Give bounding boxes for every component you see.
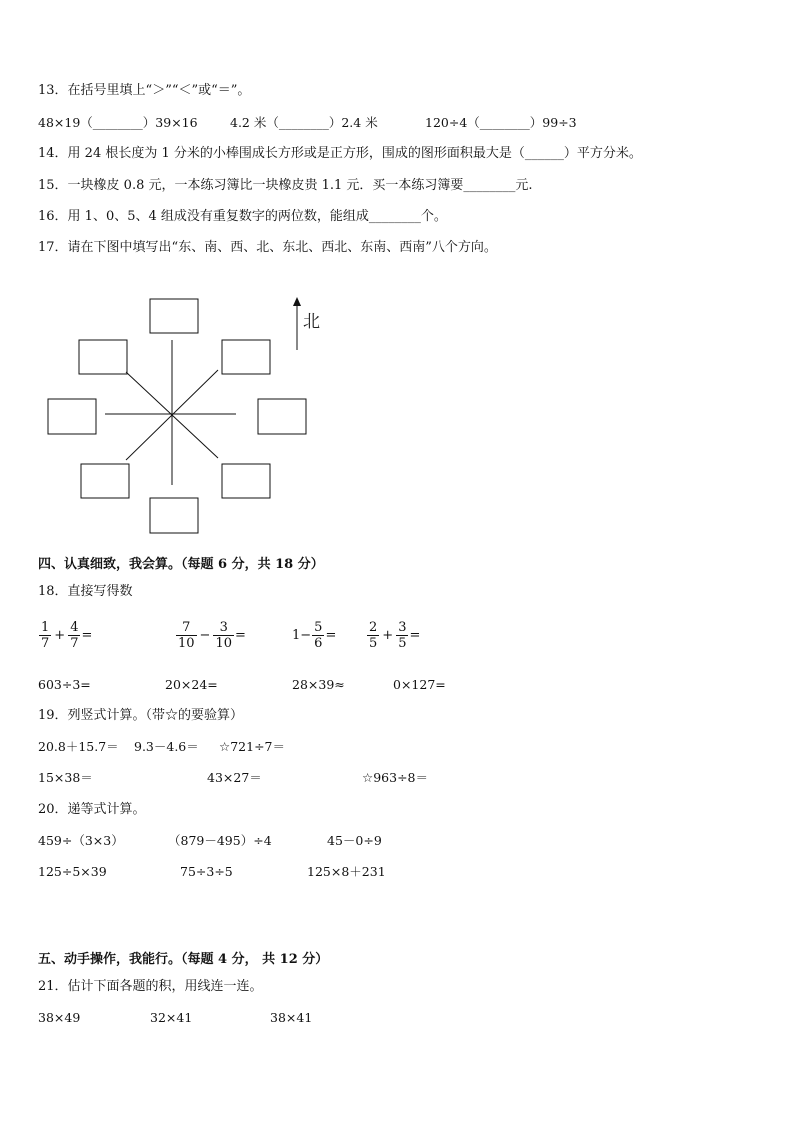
q20-title: 20．递等式计算。 — [38, 802, 146, 817]
q20-row1-item-3: 45－0÷9 — [327, 833, 382, 848]
box-top-right — [222, 340, 270, 374]
q18-row2-item-4: 0×127= — [393, 677, 446, 692]
q19-row2-item-3: ☆963÷8＝ — [362, 770, 428, 785]
spoke-ne-sw — [126, 370, 218, 460]
q20-row1-item-1: 459÷（3×3） — [38, 833, 124, 848]
box-right — [258, 399, 306, 434]
q19-row2-item-2: 43×27＝ — [207, 770, 262, 785]
q17-text: 17．请在下图中填写出“东、南、西、北、东北、西北、东南、西南”八个方向。 — [38, 240, 497, 255]
q19-row1-item-3: ☆721÷7＝ — [219, 739, 285, 754]
section5-title: 五、动手操作，我能行。（每题 4 分， 共 12 分） — [38, 952, 329, 967]
north-label: 北 — [303, 312, 320, 332]
q18-row2-item-2: 20×24= — [165, 677, 218, 692]
box-top-left — [79, 340, 127, 374]
q19-title: 19．列竖式计算。（带☆的要验算） — [38, 708, 244, 723]
q18-row2-item-1: 603÷3= — [38, 677, 91, 692]
q18-fraction-4: 2 5 + $\frac{3}{5}$ = — [369, 620, 421, 651]
box-left — [48, 399, 96, 434]
q21-item-2: 32×41 — [150, 1010, 193, 1025]
box-top — [150, 299, 198, 333]
q16-text: 16．用 1、0、5、4 组成没有重复数字的两位数，能组成________个。 — [38, 209, 447, 224]
q14-text: 14．用 24 根长度为 1 分米的小棒围成长方形或是正方形，围成的图形面积最大是（______）平方分米。 — [38, 146, 642, 161]
section4-title: 四、认真细致，我会算。（每题 6 分，共 18 分） — [38, 557, 324, 572]
q20-row1-item-2: （879－495）÷4 — [168, 833, 272, 848]
q18-fraction-2: 7 10 − $\frac{3}{10}$ = — [178, 620, 246, 651]
q20-row2-item-1: 125÷5×39 — [38, 864, 107, 879]
q15-text: 15．一块橡皮 0.8 元，一本练习簿比一块橡皮贵 1.1 元．买一本练习簿要________元. — [38, 178, 533, 193]
q20-row2-item-3: 125×8＋231 — [307, 864, 386, 879]
q18-row2-item-3: 28×39≈ — [292, 677, 345, 692]
q18-fraction-3: 1− $\frac{5}{6}$ = — [292, 620, 337, 651]
box-bottom-left — [81, 464, 129, 498]
q19-row1-item-1: 20.8＋15.7＝ — [38, 739, 119, 754]
q19-row2-item-1: 15×38＝ — [38, 770, 93, 785]
north-arrow-head — [293, 297, 301, 306]
q13-item-1: 48×19（________）39×16 — [38, 115, 198, 130]
q13-item-3: 120÷4（________）99÷3 — [425, 115, 577, 130]
q21-title: 21．估计下面各题的积，用线连一连。 — [38, 979, 263, 994]
q18-fraction-1: 1 7 + $\frac{4}{7}$ = — [41, 620, 93, 651]
box-bottom — [150, 498, 198, 533]
q21-item-3: 38×41 — [270, 1010, 313, 1025]
q19-row1-item-2: 9.3－4.6＝ — [134, 739, 199, 754]
q13-title: 13．在括号里填上“＞”“＜”或“＝”。 — [38, 83, 251, 98]
q18-title: 18．直接写得数 — [38, 584, 133, 599]
q21-item-1: 38×49 — [38, 1010, 81, 1025]
q20-row2-item-2: 75÷3÷5 — [180, 864, 233, 879]
spoke-nw-se — [126, 372, 218, 458]
box-bottom-right — [222, 464, 270, 498]
q13-item-2: 4.2 米（________）2.4 米 — [230, 115, 378, 130]
